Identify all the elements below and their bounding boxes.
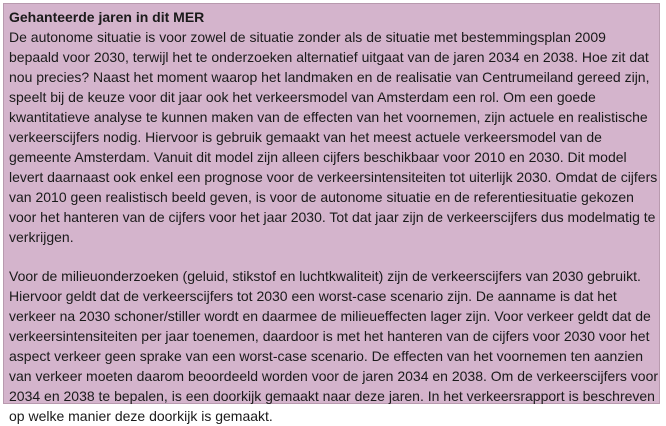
section-heading: Gehanteerde jaren in dit MER bbox=[9, 9, 205, 25]
paragraph-2: Voor de milieuonderzoeken (geluid, stikstof en luchtkwaliteit) zijn de verkeerscijfers van 2030 gebruikt. Hiervoor geldt dat de verkeerscijfers tot 2030 een worst-case scenario zijn. De aanname is dat het verkeer na 2030 schoner/stiller wordt en daarmee de milieueffecten lager zijn. Voor verkeer geldt dat de verkeersintensiteiten per jaar toenemen, daardoor is met het hanteren van de cijfers voor 2030 voor het aspect verkeer geen sprake van een worst-case scenario. De effecten van het voornemen ten aanzien van verkeer moeten daarom beoordeeld worden voor de jaren 2034 en 2038. Om de verkeerscijfers voor 2034 en 2038 te bepalen, is een doorkijk gemaakt naar deze jaren. In het verkeersrapport is beschreven op welke manier deze doorkijk is gemaakt. bbox=[9, 268, 659, 424]
paragraph-1: De autonome situatie is voor zowel de situatie zonder als de situatie met bestemmingsplan 2009 bepaald voor 2030, terwijl het te onderzoeken alternatief uitgaat van de jaren 2034 en 2038. Hoe zit dat nou precies? Naast het moment waarop het landmaken en de realisatie van Centrumeiland gereed zijn, speelt bij de keuze voor dit jaar ook het verkeersmodel van Amsterdam een rol. Om een goede kwantitatieve analyse te kunnen maken van de effecten van het voornemen, zijn actuele en realistische verkeerscijfers nodig. Hiervoor is gebruik gemaakt van het meest actuele verkeersmodel van de gemeente Amsterdam. Vanuit dit model zijn alleen cijfers beschikbaar voor 2010 en 2030. Dit model levert daarnaast ook enkel een prognose voor de verkeersintensiteiten tot uiterlijk 2030. Omdat de cijfers van 2010 geen realistisch beeld geven, is voor de autonome situatie en de referentiesituatie gekozen voor het hanteren van de cijfers voor het jaar 2030. Tot dat jaar zijn de verkeerscijfers dus modelmatig te verkrijgen. bbox=[9, 29, 658, 245]
text-box-content bbox=[9, 7, 659, 426]
text-box bbox=[3, 3, 660, 424]
